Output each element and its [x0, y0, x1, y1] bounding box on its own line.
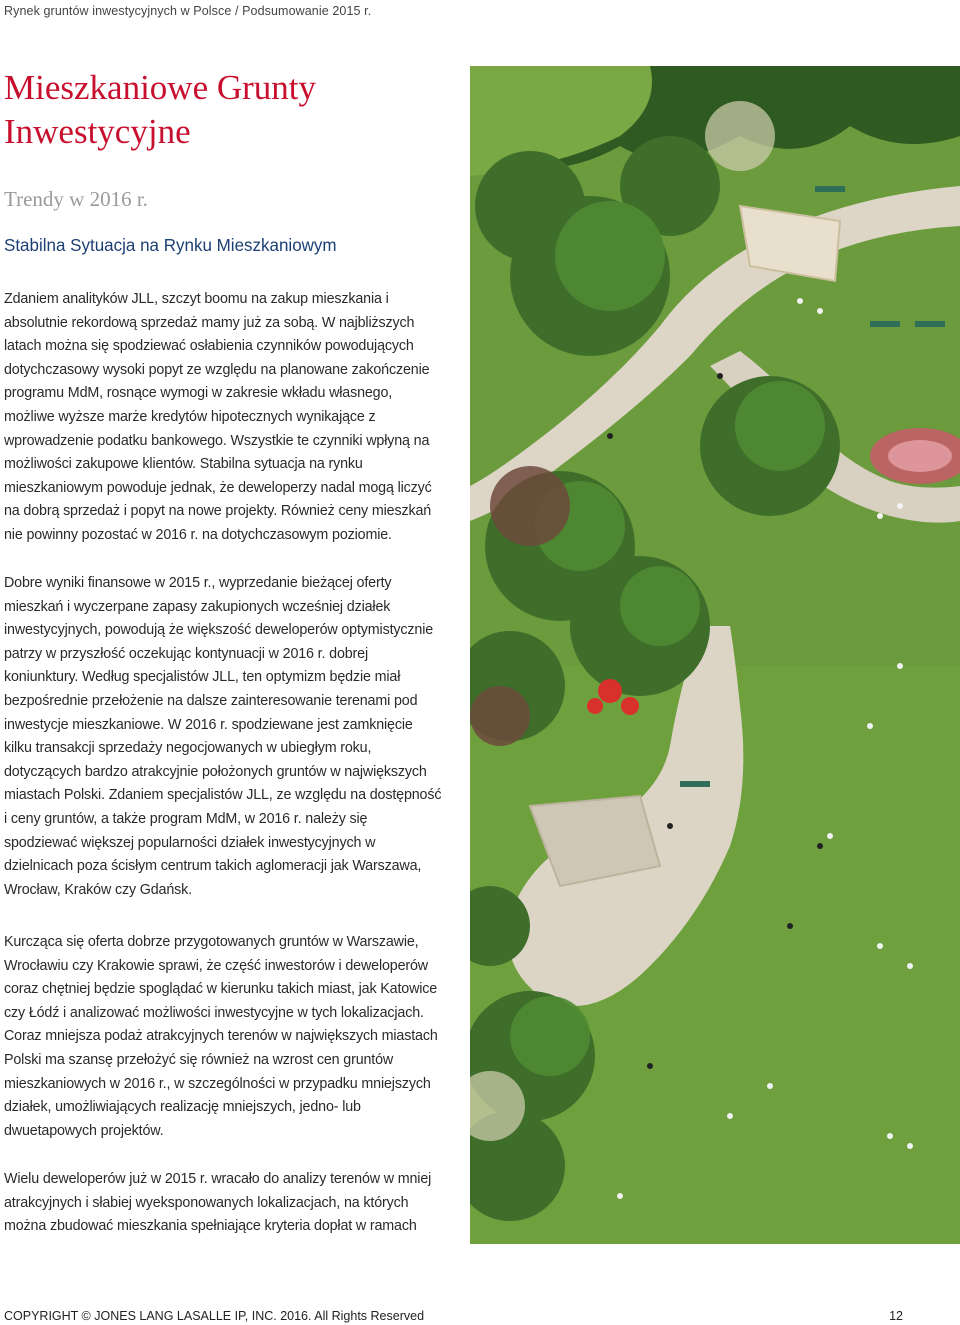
paragraph-2: Dobre wyniki finansowe w 2015 r., wyprzedanie bieżącej oferty mieszkań i wyczerpane zapasy zakupionych wcześniej działek inwestycyjnych, powodują że większość deweloperów optymistycznie patrzy w przyszłość oczekując kontynuacji w 2016 r. dobrej koniunktury. Według specjalistów JLL, ten optymizm będzie miał bezpośrednie przełożenie na dalsze zainteresowanie terenami pod inwestycje mieszkaniowe. W 2016 r. spodziewane jest zamknięcie kilku transakcji sprzedaży negocjowanych w ubiegłym roku, dotyczących bardzo atrakcyjnie położonych gruntów w największych miastach Polski. Zdaniem specjalistów JLL, ze względu na dostępność i ceny gruntów, a także program MdM, w 2016 r. należy się spodziewać większej popularności działek inwestycyjnych w dzielnicach poza ścisłym centrum takich aglomeracji jak Warszawa, Wrocław, Kraków czy Gdańsk. [4, 575, 442, 898]
page-subtitle: Trendy w 2016 r. [4, 187, 148, 211]
page-title-line-2: Inwestycyjne [4, 112, 191, 151]
running-header: Rynek gruntów inwestycyjnych w Polsce / Podsumowanie 2015 r. [4, 4, 372, 18]
page-title [4, 66, 444, 154]
paragraph-1: Zdaniem analityków JLL, szczyt boomu na zakup mieszkania i absolutnie rekordową sprzedaż mamy już za sobą. W najbliższych latach można się spodziewać osłabienia czynników powodujących dotychczasowy wysoki popyt ze względu na planowane zakończenie programu MdM, rosnące wymogi w zakresie wkładu własnego, możliwe wyższe marże kredytów hipotecznych wynikające z wprowadzenie podatku bankowego. Wszystkie te czynniki wpłyną na możliwości zakupowe klientów. Stabilna sytuacja na rynku mieszkaniowym powoduje jednak, że deweloperzy nadal mogą liczyć na dobrą sprzedaż i popyt na nowe projekty. Również ceny mieszkań nie powinny pozostać w 2016 r. na dotychczasowym poziomie. [4, 291, 432, 543]
park-aerial-photo [470, 66, 960, 1244]
paragraph-4: Wielu deweloperów już w 2015 r. wracało do analizy terenów w mniej atrakcyjnych i słabiej wyeksponowanych lokalizacjach, na których można zbudować mieszkania spełniające kryteria dopłat w ramach [4, 1171, 432, 1235]
footer-copyright: COPYRIGHT © JONES LANG LASALLE IP, INC. 2016. All Rights Reserved [4, 1309, 425, 1323]
page-title-line-1: Mieszkaniowe Grunty [4, 68, 317, 107]
paragraph-3: Kurcząca się oferta dobrze przygotowanych gruntów w Warszawie, Wrocławiu czy Krakowie sprawi, że część inwestorów i deweloperów coraz chętniej będzie spoglądać w kierunku takich miast, jak Katowice czy Łódź i analizować możliwości inwestycyjne w tych lokalizacjach. Coraz mniejsza podaż atrakcyjnych terenów w największych miastach Polski ma szansę przełożyć się również na wzrost cen gruntów mieszkaniowych w 2016 r., w szczególności w przypadku mniejszych działek, umożliwiających realizację mniejszych, jedno- lub dwuetapowych projektów. [4, 934, 438, 1139]
page-number: 12 [889, 1309, 903, 1323]
section-heading: Stabilna Sytuacja na Rynku Mieszkaniowym [4, 235, 337, 256]
